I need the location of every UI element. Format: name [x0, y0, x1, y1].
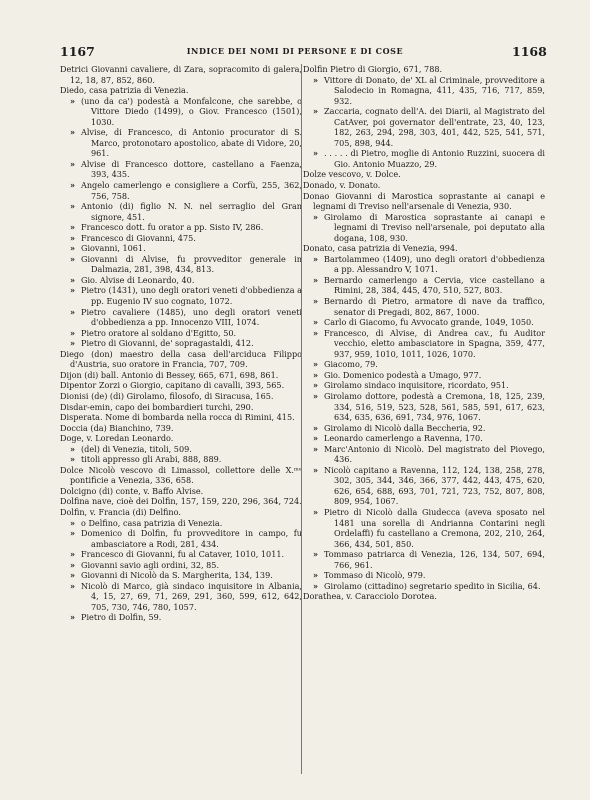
bullet-mark: » [313, 106, 318, 117]
index-subentry [60, 201, 302, 222]
entry-text: Tommaso patriarca di Venezia, 126, 134, 507, 694, 766, 961. [324, 549, 545, 570]
index-subentry [60, 560, 302, 571]
index-subentry [60, 127, 302, 159]
index-subentry [303, 380, 545, 391]
index-entry [60, 370, 302, 381]
entry-text: Nicolò di Marco, già sindaco inquisitore in Albania, 4, 15, 27, 69, 71, 269, 291, 360, 599, 612, 642, 705, 730, 746, 780, 1057. [81, 580, 302, 612]
index-subentry [303, 549, 545, 570]
index-subentry [303, 317, 545, 328]
index-entry [60, 465, 302, 486]
entry-text: Zaccaria, cognato dell'A. dei Diarii, al Magistrato del CatAver, poi governator dell'entrate, 23, 40, 123, 182, 263, 294, 298, 303, 401, 442, 525, 541, 571, 705, 898, 944. [324, 106, 545, 148]
entry-text: Doge, v. Loredan Leonardo. [60, 433, 174, 444]
bullet-mark: » [313, 369, 318, 380]
bullet-mark: » [313, 317, 318, 328]
index-entry [60, 402, 302, 413]
entry-text: Pietro di Nicolò dalla Giudecca (aveva sposato nel 1481 una sorella di Andrianna Contarini negli Ordelaffi) fu castellano a Cremona, 202, 210, 264, 366, 434, 501, 850. [324, 506, 545, 549]
index-subentry [60, 570, 302, 581]
entry-text: Dolcigno (di) conte, v. Baffo Alvise. [60, 485, 204, 496]
entry-text: Leonardo camerlengo a Ravenna, 170. [324, 433, 483, 444]
entry-text: Pietro cavaliere (1485), uno degli oratori veneti d'obbedienza a pp. Innocenzo VIII, 1074. [81, 306, 302, 328]
bullet-mark: » [70, 559, 75, 570]
entry-text: Diego (don) maestro della casa dell'arciduca Filippo d'Austria, suo oratore in Francia, 707, 709. [60, 348, 302, 370]
index-subentry [303, 423, 545, 434]
bullet-mark: » [313, 74, 318, 85]
entry-text: Francesco, di Alvise, di Andrea cav., fu Auditor vecchio, eletto ambasciatore in Spagna, 359, 477, 937, 959, 1010, 1011, 1026, 1070. [324, 327, 545, 359]
entry-text: Dijon (di) ball. Antonio di Bessey, 665, 671, 698, 861. [60, 369, 279, 380]
page-number-left: 1167 [60, 44, 95, 59]
entry-text: Alvise, di Francesco, di Antonio procurator di S. Marco, protonotaro apostolico, abate di Vidore, 20, 961. [81, 127, 302, 159]
bullet-mark: » [70, 232, 75, 243]
bullet-mark: » [70, 306, 75, 317]
entry-text: Gio. Alvise di Leonardo, 40. [81, 274, 195, 285]
index-subentry [303, 570, 545, 581]
bullet-mark: » [70, 95, 75, 106]
entry-text: Angelo camerlengo e consigliere a Corfù, 255, 362, 756, 758. [81, 180, 302, 201]
index-entry [60, 349, 302, 370]
index-subentry [60, 338, 302, 349]
page-number-right: 1168 [512, 44, 547, 59]
entry-text: o Delfino, casa patrizia di Venezia. [81, 517, 223, 528]
bullet-mark: » [70, 243, 75, 254]
entry-text: Domenico di Dolfin, fu provveditore in campo, fu ambasciatore a Rodi, 281, 434. [81, 528, 302, 549]
bullet-mark: » [70, 549, 75, 560]
entry-text: Dipentor Zorzi o Giorgio, capitano di cavalli, 393, 565. [60, 380, 285, 391]
entry-text: Doccia (da) Bianchino, 739. [60, 422, 174, 433]
bullet-mark: » [70, 253, 75, 264]
index-entry [303, 180, 545, 191]
index-entry [303, 191, 545, 212]
bullet-mark: » [70, 338, 75, 349]
index-entry [60, 380, 302, 391]
index-subentry [303, 370, 545, 381]
entry-text: Disdar-emin, capo dei bombardieri turchi, 290. [60, 401, 254, 412]
running-title: INDICE DEI NOMI DI PERSONE E DI COSE [186, 46, 404, 56]
index-subentry [303, 148, 545, 169]
entry-text: Nicolò capitano a Ravenna, 112, 124, 138, 258, 278, 302, 305, 344, 346, 366, 377, 442, 443, 475, 620, 626, 654, 688, 693, 701, 721, 723, 752, 807, 808, 809, 954, 1067. [324, 464, 545, 507]
index-subentry [60, 518, 302, 529]
index-subentry [303, 106, 545, 148]
index-entry [60, 496, 302, 507]
entry-text: Girolamo sindaco inquisitore, ricordato, 951. [324, 380, 509, 391]
index-subentry [303, 296, 545, 317]
bullet-mark: » [70, 222, 75, 233]
entry-text: Bernardo camerlengo a Cervia, vice castellano a Rimini, 28, 384, 445, 470, 510, 527, 803. [324, 274, 545, 296]
bullet-mark: » [70, 274, 75, 285]
entry-text: Gio. Domenico podestà a Umago, 977. [324, 369, 482, 380]
entry-text: Francesco di Giovanni, 475. [81, 232, 196, 243]
index-subentry [60, 454, 302, 465]
index-subentry [303, 275, 545, 296]
index-subentry [60, 222, 302, 233]
index-entry [60, 412, 302, 423]
entry-text: Diedo, casa patrizia di Venezia. [60, 85, 189, 96]
column-divider [301, 64, 302, 774]
bullet-mark: » [313, 433, 318, 444]
index-subentry [303, 581, 545, 592]
entry-text: Francesco di Giovanni, fu al Cataver, 1010, 1011. [81, 549, 285, 560]
index-subentry [303, 328, 545, 360]
entry-text: Disperata. Nome di bombarda nella rocca di Rimini, 415. [60, 412, 295, 423]
index-subentry [60, 528, 302, 549]
bullet-mark: » [70, 443, 75, 454]
entry-text: Donao Giovanni di Marostica soprastante ai canapi e legnami di Treviso nell'arsenale di Venezia, 930. [303, 190, 545, 212]
entry-text: Dionisi (de) (di) Girolamo, filosofo, di Siracusa, 165. [60, 390, 274, 401]
index-entry [60, 486, 302, 497]
bullet-mark: » [70, 580, 75, 591]
bullet-mark: » [313, 506, 318, 517]
bullet-mark: » [313, 443, 318, 454]
index-subentry [60, 254, 302, 275]
index-entry [60, 423, 302, 434]
bullet-mark: » [313, 464, 318, 475]
index-subentry [60, 549, 302, 560]
entry-text: Girolamo dottore, podestà a Cremona, 18, 125, 239, 334, 516, 519, 523, 528, 561, 585, 591, 617, 623, 634, 635, 636, 691, 734, 976, 1067. [324, 390, 545, 423]
index-column-left [60, 64, 302, 623]
bullet-mark: » [313, 359, 318, 370]
index-subentry [60, 328, 302, 339]
index-subentry [303, 254, 545, 275]
entry-text: Dolze vescovo, v. Dolce. [303, 169, 401, 180]
index-subentry [60, 180, 302, 201]
bullet-mark: » [70, 570, 75, 581]
bullet-mark: » [70, 454, 75, 465]
index-entry [303, 591, 545, 602]
index-subentry [60, 96, 302, 128]
entry-text: Giovanni savio agli ordini, 32, 85. [81, 559, 220, 570]
entry-text: Vittore di Donato, de' XL al Criminale, provveditore a Salodecio in Romagna, 411, 435, 716, 717, 859, 932. [324, 74, 545, 106]
index-subentry [60, 243, 302, 254]
bullet-mark: » [70, 612, 75, 623]
entry-text: Carlo di Giacomo, fu Avvocato grande, 1049, 1050. [324, 317, 534, 328]
index-entry [303, 243, 545, 254]
entry-text: Tommaso di Nicolò, 979. [324, 570, 426, 581]
bullet-mark: » [313, 148, 318, 159]
index-subentry [303, 507, 545, 549]
entry-text: Giovanni, 1061. [81, 243, 146, 254]
index-subentry [60, 612, 302, 623]
bullet-mark: » [313, 274, 318, 285]
index-subentry [303, 212, 545, 244]
bullet-mark: » [70, 528, 75, 539]
entry-text: Detrici Giovanni cavaliere, di Zara, sopracomito di galera, 12, 18, 87, 852, 860. [60, 64, 302, 85]
index-subentry [60, 159, 302, 180]
index-entry [60, 85, 302, 96]
entry-text: Francesco dott. fu orator a pp. Sisto IV, 286. [81, 222, 264, 233]
entry-text: Donado, v. Donato. [303, 180, 381, 191]
index-subentry [60, 581, 302, 613]
entry-text: Dolce Nicolò vescovo di Limassol, collettore delle X.ᵐᵉ pontificie a Venezia, 336, 658. [60, 464, 302, 486]
index-subentry [303, 75, 545, 107]
entry-text: . . . . . di Pietro, moglie di Antonio Ruzzini, suocera di Gio. Antonio Muazzo, 29. [324, 148, 545, 169]
index-entry [60, 507, 302, 518]
index-subentry [60, 307, 302, 328]
index-subentry [60, 285, 302, 306]
bullet-mark: » [313, 580, 318, 591]
bullet-mark: » [313, 570, 318, 581]
entry-text: Antonio (di) figlio N. N. nel serraglio del Gran signore, 451. [81, 201, 302, 222]
index-subentry [303, 391, 545, 423]
bullet-mark: » [313, 253, 318, 264]
bullet-mark: » [313, 380, 318, 391]
entry-text: Girolamo di Nicolò dalla Beccheria, 92. [324, 422, 486, 433]
entry-text: Alvise di Francesco dottore, castellano a Faenza, 393, 435. [81, 158, 302, 180]
index-entry [60, 391, 302, 402]
entry-text: Pietro di Dolfin, 59. [81, 612, 162, 623]
index-subentry [303, 359, 545, 370]
index-subentry [303, 433, 545, 444]
bullet-mark: » [70, 158, 75, 169]
bullet-mark: » [70, 180, 75, 191]
bullet-mark: » [313, 422, 318, 433]
index-entry [60, 64, 302, 85]
entry-text: titoli appresso gli Arabi, 888, 889. [81, 454, 222, 465]
index-subentry [303, 465, 545, 507]
entry-text: Dorathea, v. Caracciolo Dorotea. [303, 591, 437, 602]
index-subentry [303, 444, 545, 465]
entry-text: Dolfin, v. Francia (di) Delfino. [60, 506, 181, 517]
entry-text: (uno da ca') podestà a Monfalcone, che sarebbe, o Vittore Diedo (1499), o Giov. Francesco (1501), 1030. [81, 95, 302, 127]
index-subentry [60, 233, 302, 244]
index-subentry [60, 444, 302, 455]
entry-text: Marc'Antonio di Nicolò. Del magistrato del Piovego, 436. [324, 443, 545, 465]
index-entry [303, 64, 545, 75]
entry-text: Pietro di Giovanni, de' sopragastaldi, 412. [81, 338, 254, 349]
index-entry [60, 433, 302, 444]
bullet-mark: » [70, 517, 75, 528]
entry-text: Bernardo di Pietro, armatore di nave da traffico, senator di Pregadi, 802, 867, 1000. [324, 296, 545, 317]
bullet-mark: » [313, 211, 318, 222]
entry-text: Pietro oratore al soldano d'Egitto, 50. [81, 327, 237, 338]
entry-text: Girolamo (cittadino) segretario spedito in Sicilia, 64. [324, 580, 541, 591]
entry-text: Pietro (1431), uno degli oratori veneti d'obbedienza a pp. Eugenio IV suo cognato, 1072. [81, 285, 302, 307]
entry-text: Dolfin Pietro di Giorgio, 671, 788. [303, 64, 443, 74]
entry-text: Bartolammeo (1409), uno degli oratori d'obbedienza a pp. Alessandro V, 1071. [324, 253, 545, 275]
bullet-mark: » [70, 201, 75, 212]
entry-text: Girolamo di Marostica soprastante ai canapi e legnami di Treviso nell'arsenale, poi deputato alla dogana, 108, 930. [324, 211, 545, 243]
bullet-mark: » [70, 285, 75, 296]
bullet-mark: » [313, 296, 318, 307]
entry-text: (del) di Venezia, titoli, 509. [81, 443, 192, 454]
bullet-mark: » [313, 327, 318, 338]
index-column-right [303, 64, 545, 602]
entry-text: Donato, casa patrizia di Venezia, 994. [303, 243, 458, 254]
entry-text: Giovanni di Nicolò da S. Margherita, 134, 139. [81, 570, 273, 581]
index-entry [303, 169, 545, 180]
bullet-mark: » [70, 127, 75, 138]
bullet-mark: » [313, 390, 318, 401]
bullet-mark: » [70, 327, 75, 338]
entry-text: Giovanni di Alvise, fu provveditor generale in Dalmazia, 281, 398, 434, 813. [81, 253, 302, 275]
index-subentry [60, 275, 302, 286]
entry-text: Dolfina nave, cioè dei Dolfin, 157, 159, 220, 296, 364, 724. [60, 496, 302, 507]
entry-text: Giacomo, 79. [324, 359, 378, 370]
bullet-mark: » [313, 549, 318, 560]
